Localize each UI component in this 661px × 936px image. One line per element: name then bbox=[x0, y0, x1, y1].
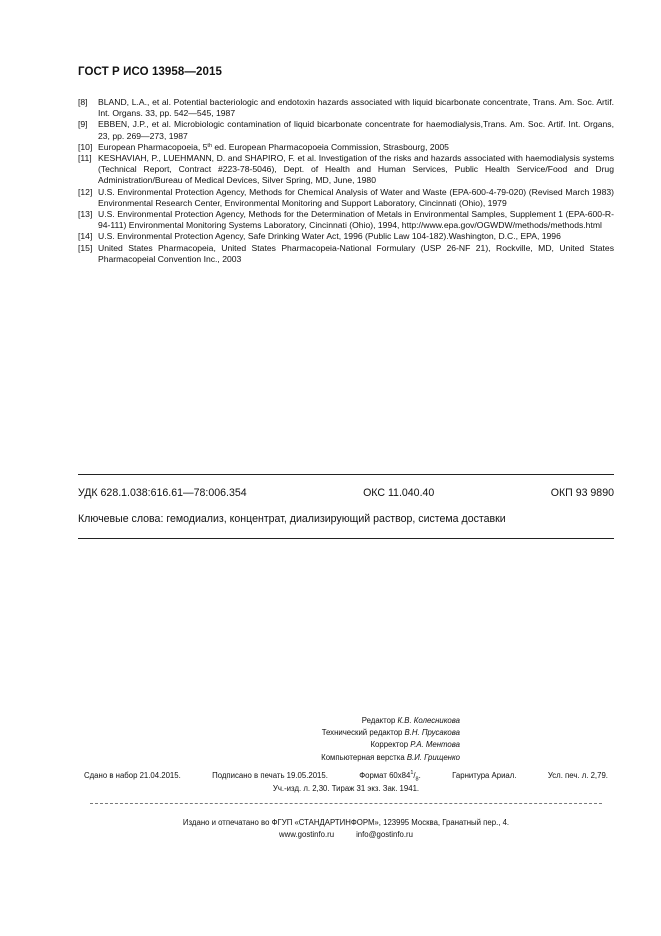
format-sup: 1 bbox=[410, 770, 414, 776]
reference-text-part: European Pharmacopoeia, 5 bbox=[98, 141, 208, 152]
reference-item bbox=[78, 119, 614, 141]
reference-number: [14] bbox=[78, 231, 93, 242]
credit-role: Технический редактор bbox=[321, 728, 403, 738]
submitted-date: Сдано в набор 21.04.2015. bbox=[84, 771, 181, 780]
publisher-contacts bbox=[84, 829, 608, 841]
document-header: ГОСТ Р ИСО 13958—2015 bbox=[78, 66, 223, 78]
reference-text-part: ed. European Pharmacopoeia Commission, Strasbourg, 2005 bbox=[212, 141, 449, 152]
keywords: Ключевые слова: гемодиализ, концентрат, диализирующий раствор, система доставки bbox=[78, 513, 506, 525]
paper-format bbox=[359, 771, 421, 783]
credit-role: Корректор bbox=[370, 740, 409, 750]
format-end: . bbox=[418, 771, 421, 780]
udk-code: УДК 628.1.038:616.61—78:006.354 bbox=[78, 487, 247, 499]
credit-line bbox=[200, 752, 460, 764]
typeface: Гарнитура Ариал. bbox=[452, 771, 517, 780]
reference-text bbox=[98, 142, 614, 153]
divider-bottom bbox=[78, 538, 614, 539]
okp-code: ОКП 93 9890 bbox=[550, 487, 614, 499]
reference-item bbox=[78, 187, 614, 209]
reference-text: KESHAVIAH, P., LUEHMANN, D. and SHAPIRO, F. et al. Investigation of the risks and hazards associated with haemodialysis systems (Technical Report, Contract #223-78-5046), Dept. of Health and Human Services, Public Health Service/Food and Drug Administration/Bureau of Medical Devices, Silver Spring, MD, June, 1980 bbox=[98, 153, 614, 186]
credit-name: В.Н. Прусакова bbox=[404, 728, 460, 738]
publisher-block bbox=[84, 817, 608, 842]
reference-item bbox=[78, 153, 614, 187]
publisher-line: Издано и отпечатано во ФГУП «СТАНДАРТИНФОРМ», 123995 Москва, Гранатный пер., 4. bbox=[182, 818, 510, 827]
reference-number: [10] bbox=[78, 141, 93, 152]
reference-text: BLAND, L.A., et al. Potential bacteriologic and endotoxin hazards associated with liquid bicarbonate concentrate, Trans. Am. Soc. Artif. Int. Organs. 33, pp. 542—545, 1987 bbox=[98, 97, 614, 119]
reference-number: [11] bbox=[78, 153, 92, 164]
divider-top bbox=[78, 474, 614, 475]
reference-text: United States Pharmacopeia, United States Pharmacopeia-National Formulary (USP 26-NF 21), Rockville, MD, United States Pharmacopeial Convention Inc., 2003 bbox=[98, 242, 614, 264]
credit-line bbox=[200, 727, 460, 739]
credit-line bbox=[200, 715, 460, 727]
credit-role: Редактор bbox=[361, 716, 396, 725]
format-sub: 8 bbox=[415, 776, 419, 783]
reference-text: U.S. Environmental Protection Agency, Methods for the Determination of Metals in Environmental Samples, Supplement 1 (EPA-600-R-94-111) Environmental Monitoring Systems Laboratory, Cincinnati (Ohio), 1994, http://www.epa.gov/OGWDW/methods/methods.html bbox=[98, 209, 614, 231]
format-text: Формат 60x84 bbox=[359, 771, 411, 780]
format-slash: / bbox=[413, 771, 416, 780]
classification-row bbox=[78, 487, 614, 499]
oks-code: ОКС 11.040.40 bbox=[363, 487, 435, 499]
reference-text: U.S. Environmental Protection Agency, Safe Drinking Water Act, 1996 (Public Law 104-182).Washington, D.C., EPA, 1996 bbox=[98, 231, 561, 242]
reference-number: [12] bbox=[78, 186, 93, 197]
print-info-row bbox=[84, 771, 608, 783]
credit-role: Компьютерная верстка bbox=[321, 752, 405, 762]
reference-item bbox=[78, 243, 614, 265]
credit-name: Р.А. Ментова bbox=[410, 740, 460, 750]
references-list bbox=[78, 97, 614, 265]
reference-number: [15] bbox=[78, 242, 93, 253]
reference-number: [8] bbox=[78, 97, 88, 107]
reference-item bbox=[78, 97, 614, 119]
credit-line bbox=[200, 739, 460, 751]
print-info-row-2: Уч.-изд. л. 2,30. Тираж 31 экз. Зак. 1941. bbox=[272, 784, 420, 793]
reference-item bbox=[78, 231, 614, 242]
signed-date: Подписано в печать 19.05.2015. bbox=[212, 771, 328, 780]
website-link[interactable]: www.gostinfo.ru bbox=[279, 830, 335, 840]
reference-text: EBBEN, J.P., et al. Microbiologic contamination of liquid bicarbonate concentrate for haemodialysis,Trans. Am. Soc. Artif. Int. Organs, 23, pp. 269—273, 1987 bbox=[98, 119, 614, 141]
reference-number: [9] bbox=[78, 119, 88, 130]
reference-item bbox=[78, 142, 614, 153]
reference-item bbox=[78, 209, 614, 231]
credit-name: В.И. Грищенко bbox=[406, 752, 460, 762]
reference-text: U.S. Environmental Protection Agency, Methods for Chemical Analysis of Water and Waste (EPA-600-4-79-020) (Revised March 1983) Environmental Research Center, Environmental Monitoring and Support Laboratory, Cincinnati (Ohio), 1979 bbox=[98, 186, 614, 208]
print-sheets: Усл. печ. л. 2,79. bbox=[547, 771, 608, 780]
divider-footer bbox=[90, 803, 602, 804]
credits-block bbox=[200, 715, 460, 764]
reference-superscript: th bbox=[207, 142, 213, 149]
credit-name: К.В. Колесникова bbox=[397, 716, 460, 725]
email-link[interactable]: info@gostinfo.ru bbox=[356, 830, 413, 840]
reference-number: [13] bbox=[78, 209, 93, 220]
